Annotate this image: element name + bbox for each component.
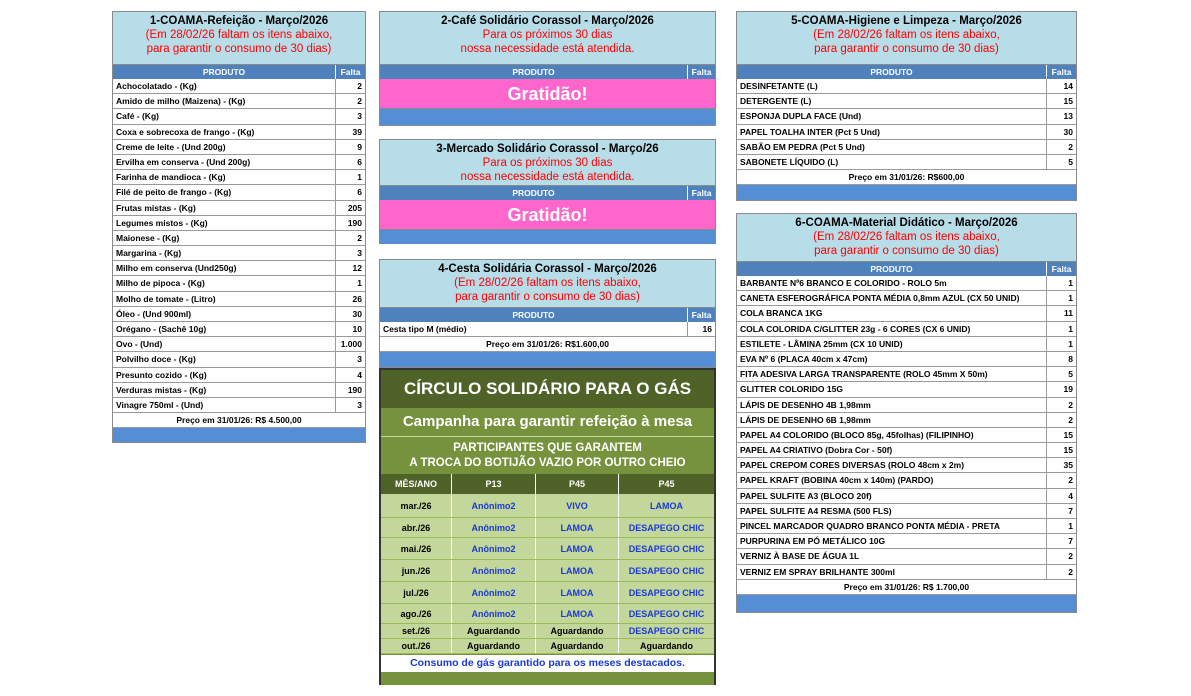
- missing-quantity: 9: [357, 141, 362, 152]
- missing-quantity: 6: [357, 187, 362, 198]
- product-name: Presunto cozido - (Kg): [113, 368, 336, 382]
- table-row: [737, 276, 1076, 291]
- column-header: [737, 65, 1076, 79]
- item-list: [737, 79, 1076, 170]
- table-row: [113, 216, 365, 231]
- missing-quantity: 1: [1068, 521, 1073, 531]
- gas-table-row: [381, 538, 714, 560]
- gas-table-row: [381, 624, 714, 639]
- table-row: [113, 276, 365, 291]
- panel-cafe-solidario: [379, 11, 716, 126]
- column-falta: Falta: [691, 310, 712, 320]
- column-produto: PRODUTO: [380, 65, 688, 79]
- product-name: PURPURINA EM PÓ METÁLICO 10G: [737, 534, 1047, 548]
- gas-month: ago./26: [381, 604, 452, 623]
- column-produto: PRODUTO: [737, 262, 1047, 276]
- gas-p13-provider: Aguardando: [452, 639, 536, 653]
- gas-participants-line-1: PARTICIPANTES QUE GARANTEM: [453, 442, 642, 454]
- table-row: [737, 322, 1076, 337]
- gas-table-row: [381, 494, 714, 518]
- missing-quantity: 4: [1068, 490, 1073, 501]
- column-produto: PRODUTO: [113, 65, 336, 79]
- missing-quantity: 1.000: [340, 339, 362, 350]
- product-name: Legumes mistos - (Kg): [113, 216, 336, 230]
- table-row: [113, 322, 365, 337]
- product-name: Vinagre 750ml - (Und): [113, 398, 336, 412]
- table-row: [113, 337, 365, 352]
- table-row: [737, 94, 1076, 109]
- gas-table-row: [381, 582, 714, 604]
- price-line: Preço em 31/01/26: R$ 1.700,00: [737, 580, 1076, 595]
- product-name: Óleo - (Und 900ml): [113, 307, 336, 321]
- missing-quantity: 6: [357, 156, 362, 167]
- gas-p45-provider-a: Aguardando: [536, 624, 619, 638]
- missing-quantity: 1: [357, 172, 362, 183]
- product-name: PAPEL KRAFT (BOBINA 40cm x 140m) (PARDO): [737, 473, 1047, 487]
- missing-quantity: 16: [702, 324, 712, 334]
- table-row: [113, 79, 365, 94]
- gas-p13-provider: Anônimo2: [452, 560, 536, 581]
- missing-quantity: 10: [352, 324, 362, 334]
- product-name: SABONETE LÍQUIDO (L): [737, 155, 1047, 169]
- column-header: [113, 65, 365, 79]
- gas-p45-provider-a: VIVO: [536, 494, 619, 517]
- price-line: Preço em 31/01/26: R$1.600,00: [380, 337, 715, 352]
- column-falta: Falta: [691, 188, 712, 198]
- gas-p45-provider-b: DESAPEGO CHIC: [628, 626, 705, 636]
- gas-table-header: [381, 474, 714, 494]
- panel-title: 6-COAMA-Material Didático - Março/2026: [795, 217, 1018, 229]
- product-name: Coxa e sobrecoxa de frango - (Kg): [113, 125, 336, 139]
- table-row: [113, 398, 365, 413]
- table-row: [737, 125, 1076, 140]
- panel-notice-line-1: (Em 28/02/26 faltam os itens abaixo,: [145, 29, 333, 41]
- footer-bar: [113, 428, 365, 442]
- panel-notice-line-1: Para os próximos 30 dias: [482, 157, 613, 169]
- missing-quantity: 2: [1068, 475, 1073, 486]
- table-row: [737, 489, 1076, 504]
- product-name: BARBANTE Nº6 BRANCO E COLORIDO - ROLO 5m: [737, 276, 1047, 290]
- gas-month: abr./26: [381, 518, 452, 537]
- item-list: [113, 79, 365, 413]
- price-line: Preço em 31/01/26: R$600,00: [737, 170, 1076, 185]
- missing-quantity: 3: [357, 248, 362, 259]
- column-produto: PRODUTO: [380, 308, 688, 322]
- product-name: PAPEL CREPOM CORES DIVERSAS (ROLO 48cm x 2m): [737, 458, 1047, 472]
- table-row: [380, 322, 715, 337]
- product-name: Frutas mistas - (Kg): [113, 201, 336, 215]
- table-row: [113, 201, 365, 216]
- column-falta: Falta: [340, 67, 361, 77]
- product-name: FITA ADESIVA LARGA TRANSPARENTE (ROLO 45mm X 50m): [737, 367, 1047, 381]
- panel-header: [737, 214, 1076, 262]
- product-name: PAPEL A4 COLORIDO (BLOCO 85g, 45folhas) (FILIPINHO): [737, 428, 1047, 442]
- panel-refeicao: [112, 11, 366, 443]
- gas-col-p45-a: P45: [536, 474, 619, 494]
- missing-quantity: 11: [1064, 308, 1073, 319]
- product-name: Creme de leite - (Und 200g): [113, 140, 336, 154]
- gas-participants-line-2: A TROCA DO BOTIJÃO VAZIO POR OUTRO CHEIO: [409, 457, 686, 469]
- panel-title: 5-COAMA-Higiene e Limpeza - Março/2026: [791, 15, 1022, 27]
- table-row: [113, 352, 365, 367]
- product-name: SABÃO EM PEDRA (Pct 5 Und): [737, 140, 1047, 154]
- gas-p45-provider-a: LAMOA: [536, 560, 619, 581]
- missing-quantity: 19: [1063, 384, 1073, 395]
- missing-quantity: 2: [1068, 414, 1073, 425]
- gas-footer-bar: [381, 672, 714, 685]
- gas-p13-provider: Aguardando: [452, 624, 536, 638]
- product-name: CANETA ESFEROGRÁFICA PONTA MÉDIA 0,8mm AZUL (CX 50 UNID): [737, 291, 1047, 305]
- missing-quantity: 35: [1063, 460, 1073, 471]
- panel-notice-line-2: nossa necessidade está atendida.: [460, 43, 635, 55]
- column-header: [380, 65, 715, 79]
- gas-table-body: [381, 494, 714, 654]
- panel-header: [113, 12, 365, 65]
- product-name: ESTILETE - LÂMINA 25mm (CX 10 UNID): [737, 337, 1047, 351]
- item-list: [380, 322, 715, 337]
- table-row: [737, 398, 1076, 413]
- panel-header: [380, 260, 715, 308]
- table-row: [737, 519, 1076, 534]
- table-row: [737, 549, 1076, 564]
- missing-quantity: 3: [357, 354, 362, 365]
- item-list: [737, 276, 1076, 580]
- product-name: DESINFETANTE (L): [737, 79, 1047, 93]
- table-row: [113, 307, 365, 322]
- table-row: [737, 109, 1076, 124]
- missing-quantity: 7: [1068, 505, 1073, 516]
- missing-quantity: 30: [1063, 126, 1073, 137]
- gas-p45-provider-b: DESAPEGO CHIC: [628, 609, 705, 619]
- gas-p45-provider-b: LAMOA: [650, 501, 683, 511]
- product-name: EVA Nº 6 (PLACA 40cm x 47cm): [737, 352, 1047, 366]
- missing-quantity: 2: [1068, 399, 1073, 410]
- product-name: Farinha de mandioca - (Kg): [113, 170, 336, 184]
- product-name: VERNIZ EM SPRAY BRILHANTE 300ml: [737, 565, 1047, 579]
- product-name: Milho de pipoca - (Kg): [113, 276, 336, 290]
- table-row: [737, 367, 1076, 382]
- product-name: PAPEL TOALHA INTER (Pct 5 Und): [737, 125, 1047, 139]
- product-name: PAPEL SULFITE A4 RESMA (500 FLS): [737, 504, 1047, 518]
- panel-title: 4-Cesta Solidária Corassol - Março/2026: [438, 263, 657, 275]
- gas-col-p45-b: P45: [658, 479, 675, 489]
- gas-p45-provider-b: DESAPEGO CHIC: [628, 523, 705, 533]
- product-name: Maionese - (Kg): [113, 231, 336, 245]
- table-row: [113, 246, 365, 261]
- gas-table-row: [381, 639, 714, 654]
- missing-quantity: 1: [1068, 293, 1073, 304]
- missing-quantity: 5: [1068, 156, 1073, 167]
- gas-col-mes: MÊS/ANO: [381, 474, 452, 494]
- table-row: [737, 155, 1076, 170]
- footer-bar: [380, 352, 715, 367]
- gas-campaign-panel: [379, 368, 716, 685]
- missing-quantity: 8: [1068, 353, 1073, 364]
- gas-p45-provider-b: DESAPEGO CHIC: [628, 544, 705, 554]
- gratidao-banner: Gratidão!: [380, 200, 715, 230]
- missing-quantity: 26: [352, 293, 362, 304]
- missing-quantity: 1: [1068, 338, 1073, 349]
- table-row: [737, 534, 1076, 549]
- price-line: Preço em 31/01/26: R$ 4.500,00: [113, 413, 365, 428]
- table-row: [737, 140, 1076, 155]
- gas-p45-provider-b: DESAPEGO CHIC: [628, 566, 705, 576]
- gas-table-row: [381, 560, 714, 582]
- column-header: [737, 262, 1076, 276]
- gas-month: jul./26: [381, 582, 452, 603]
- panel-notice-line-2: para garantir o consumo de 30 dias): [455, 291, 640, 303]
- panel-notice-line-1: Para os próximos 30 dias: [482, 29, 613, 41]
- table-row: [737, 443, 1076, 458]
- gas-month: mai./26: [381, 538, 452, 559]
- missing-quantity: 12: [352, 263, 362, 274]
- missing-quantity: 15: [1063, 96, 1073, 107]
- product-name: Molho de tomate - (Litro): [113, 292, 336, 306]
- product-name: COLA BRANCA 1KG: [737, 306, 1047, 320]
- gratidao-banner: Gratidão!: [380, 79, 715, 109]
- missing-quantity: 205: [347, 202, 362, 213]
- missing-quantity: 3: [357, 399, 362, 410]
- product-name: Ervilha em conserva - (Und 200g): [113, 155, 336, 169]
- panel-notice-line-1: (Em 28/02/26 faltam os itens abaixo,: [813, 29, 1000, 41]
- gas-table-row: [381, 604, 714, 624]
- footer-bar: [380, 109, 715, 125]
- panel-notice-line-1: (Em 28/02/26 faltam os itens abaixo,: [813, 231, 1000, 243]
- missing-quantity: 2: [1068, 551, 1073, 562]
- product-name: Polvilho doce - (Kg): [113, 352, 336, 366]
- product-name: Achocolatado - (Kg): [113, 79, 336, 93]
- gas-p45-provider-a: LAMOA: [536, 582, 619, 603]
- table-row: [737, 337, 1076, 352]
- gas-p45-provider-a: Aguardando: [536, 639, 619, 653]
- gas-p13-provider: Anônimo2: [452, 582, 536, 603]
- missing-quantity: 4: [357, 369, 362, 380]
- product-name: Verduras mistas - (Kg): [113, 383, 336, 397]
- product-name: Ovo - (Und): [113, 337, 336, 351]
- table-row: [113, 125, 365, 140]
- product-name: Cesta tipo M (médio): [380, 322, 688, 336]
- panel-header: [380, 12, 715, 65]
- column-produto: PRODUTO: [380, 186, 688, 200]
- panel-title: 1-COAMA-Refeição - Março/2026: [149, 15, 329, 27]
- product-name: VERNIZ À BASE DE ÁGUA 1L: [737, 549, 1047, 563]
- gas-p13-provider: Anônimo2: [452, 518, 536, 537]
- product-name: DETERGENTE (L): [737, 94, 1047, 108]
- column-falta: Falta: [1051, 264, 1072, 274]
- gas-month: jun./26: [381, 560, 452, 581]
- table-row: [737, 382, 1076, 397]
- gas-subtitle: Campanha para garantir refeição à mesa: [381, 408, 714, 436]
- missing-quantity: 2: [357, 96, 362, 107]
- table-row: [737, 291, 1076, 306]
- gas-p45-provider-b: DESAPEGO CHIC: [628, 588, 705, 598]
- missing-quantity: 15: [1063, 445, 1073, 456]
- missing-quantity: 1: [357, 278, 362, 289]
- panel-higiene-limpeza: [736, 11, 1077, 201]
- column-falta: Falta: [1051, 67, 1072, 77]
- product-name: Margarina - (Kg): [113, 246, 336, 260]
- gas-col-p13: P13: [452, 474, 536, 494]
- table-row: [737, 565, 1076, 580]
- panel-notice-line-2: para garantir o consumo de 30 dias): [814, 43, 999, 55]
- column-falta: Falta: [691, 67, 712, 77]
- table-row: [113, 94, 365, 109]
- missing-quantity: 1: [1068, 278, 1073, 288]
- gas-participants-heading: [381, 436, 714, 474]
- table-row: [113, 231, 365, 246]
- gas-note: Consumo de gás garantido para os meses destacados.: [381, 654, 714, 672]
- product-name: ESPONJA DUPLA FACE (Und): [737, 109, 1047, 123]
- gas-p45-provider-a: LAMOA: [536, 538, 619, 559]
- missing-quantity: 2: [357, 232, 362, 243]
- table-row: [113, 170, 365, 185]
- missing-quantity: 14: [1063, 81, 1073, 91]
- table-row: [737, 504, 1076, 519]
- table-row: [113, 368, 365, 383]
- column-produto: PRODUTO: [737, 65, 1047, 79]
- panel-notice-line-2: para garantir o consumo de 30 dias): [814, 245, 999, 257]
- missing-quantity: 13: [1063, 111, 1073, 122]
- table-row: [737, 473, 1076, 488]
- panel-title: 2-Café Solidário Corassol - Março/2026: [441, 15, 654, 27]
- gas-p45-provider-a: LAMOA: [536, 604, 619, 623]
- footer-bar: [380, 230, 715, 244]
- panel-notice-line-2: nossa necessidade está atendida.: [460, 171, 635, 183]
- product-name: LÁPIS DE DESENHO 4B 1,98mm: [737, 398, 1047, 412]
- footer-bar: [737, 595, 1076, 612]
- missing-quantity: 1: [1068, 323, 1073, 334]
- missing-quantity: 2: [1068, 141, 1073, 152]
- table-row: [737, 428, 1076, 443]
- product-name: LÁPIS DE DESENHO 6B 1,98mm: [737, 413, 1047, 427]
- panel-header: [380, 140, 715, 186]
- panel-mercado-solidario: [379, 139, 716, 244]
- gas-p13-provider: Anônimo2: [452, 494, 536, 517]
- product-name: Amido de milho (Maizena) - (Kg): [113, 94, 336, 108]
- missing-quantity: 39: [352, 126, 362, 137]
- product-name: PINCEL MARCADOR QUADRO BRANCO PONTA MÉDIA - PRETA: [737, 519, 1047, 533]
- missing-quantity: 190: [347, 384, 362, 395]
- missing-quantity: 30: [352, 308, 362, 319]
- gas-p45-provider-b: Aguardando: [640, 641, 693, 651]
- table-row: [113, 109, 365, 124]
- table-row: [737, 79, 1076, 94]
- product-name: Orégano - (Sachê 10g): [113, 322, 336, 336]
- column-header: [380, 308, 715, 322]
- gas-title: CÍRCULO SOLIDÁRIO PARA O GÁS: [381, 370, 714, 408]
- table-row: [113, 185, 365, 200]
- missing-quantity: 7: [1068, 536, 1073, 547]
- product-name: COLA COLORIDA C/GLITTER 23g - 6 CORES (CX 6 UNID): [737, 322, 1047, 336]
- gas-p45-provider-a: LAMOA: [536, 518, 619, 537]
- gas-p13-provider: Anônimo2: [452, 604, 536, 623]
- table-row: [737, 306, 1076, 321]
- panel-header: [737, 12, 1076, 65]
- table-row: [113, 140, 365, 155]
- product-name: PAPEL SULFITE A3 (BLOCO 20f): [737, 489, 1047, 503]
- gas-month: mar./26: [381, 494, 452, 517]
- panel-notice-line-1: (Em 28/02/26 faltam os itens abaixo,: [454, 277, 641, 289]
- panel-cesta-solidaria: [379, 259, 716, 368]
- table-row: [737, 352, 1076, 367]
- panel-notice-line-2: para garantir o consumo de 30 dias): [146, 43, 332, 55]
- gas-p13-provider: Anônimo2: [452, 538, 536, 559]
- missing-quantity: 15: [1063, 429, 1073, 440]
- missing-quantity: 2: [1068, 566, 1073, 577]
- column-header: [380, 186, 715, 200]
- panel-material-didatico: [736, 213, 1077, 613]
- table-row: [113, 155, 365, 170]
- missing-quantity: 2: [357, 81, 362, 91]
- gas-table-row: [381, 518, 714, 538]
- table-row: [113, 261, 365, 276]
- missing-quantity: 3: [357, 111, 362, 122]
- product-name: Milho em conserva (Und250g): [113, 261, 336, 275]
- missing-quantity: 190: [347, 217, 362, 228]
- product-name: PAPEL A4 CRIATIVO (Dobra Cor - 50f): [737, 443, 1047, 457]
- footer-bar: [737, 185, 1076, 200]
- product-name: GLITTER COLORIDO 15G: [737, 382, 1047, 396]
- table-row: [737, 413, 1076, 428]
- table-row: [737, 458, 1076, 473]
- gas-month: out./26: [381, 639, 452, 653]
- table-row: [113, 383, 365, 398]
- product-name: Filé de peito de frango - (Kg): [113, 185, 336, 199]
- product-name: Café - (Kg): [113, 109, 336, 123]
- table-row: [113, 292, 365, 307]
- gas-month: set./26: [381, 624, 452, 638]
- panel-title: 3-Mercado Solidário Corassol - Março/26: [436, 143, 659, 155]
- missing-quantity: 5: [1068, 369, 1073, 380]
